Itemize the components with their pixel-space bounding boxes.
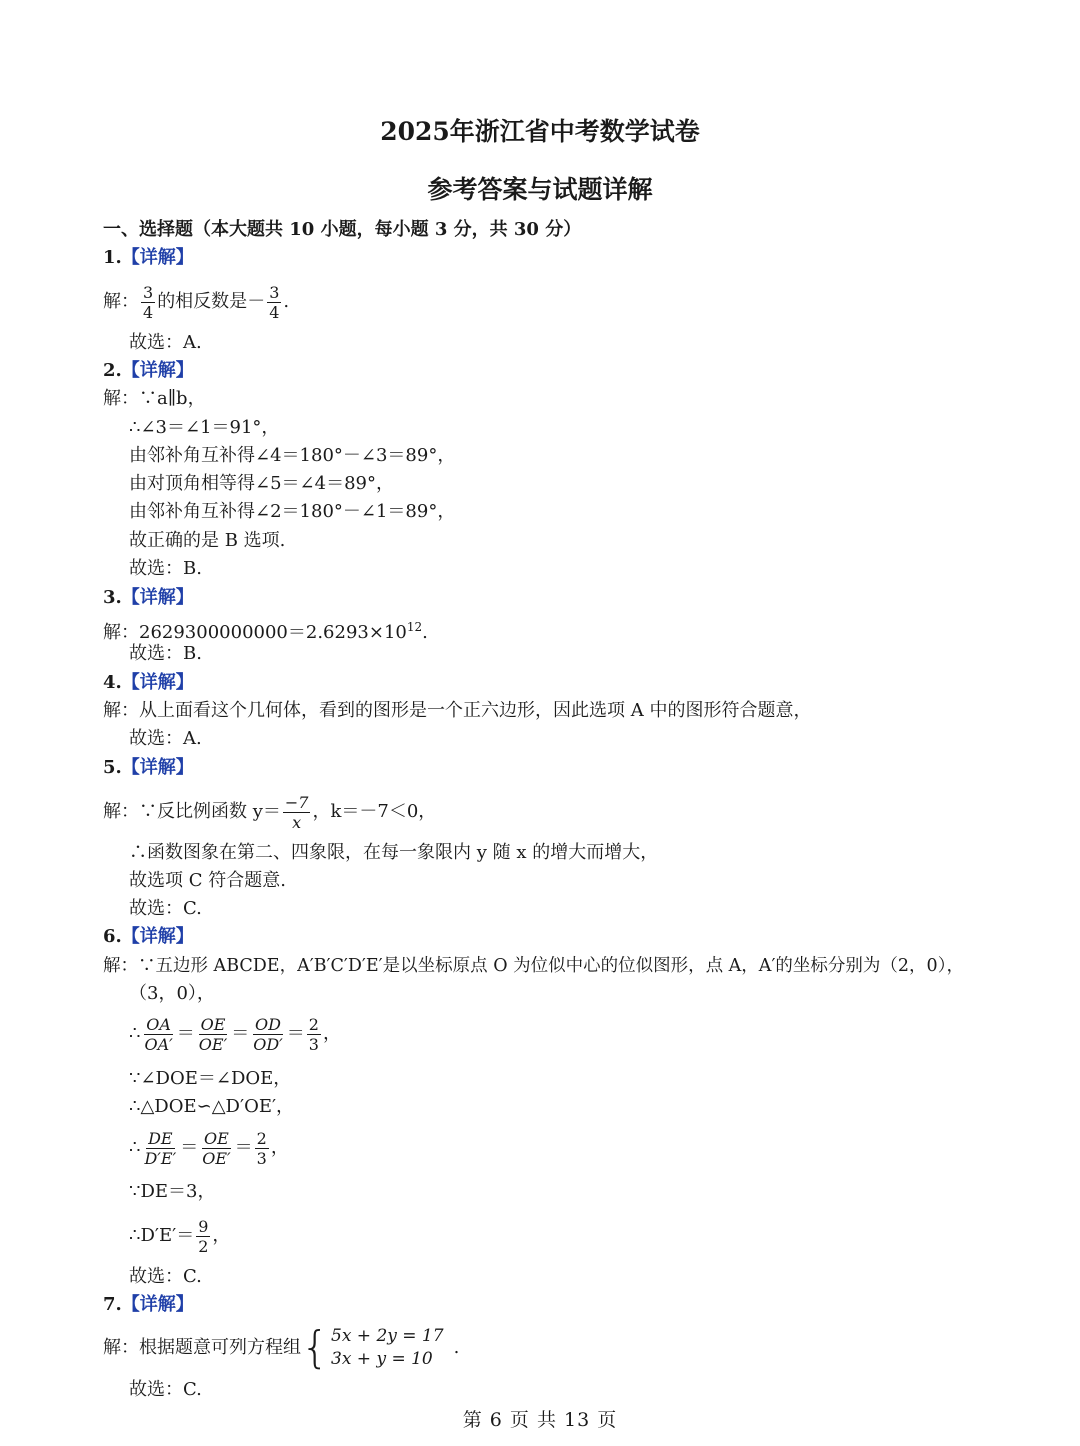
q6-frac-oe2-den: OE′ [202,1148,231,1168]
q1-neg-sign: － [247,291,266,312]
q6-frac-de-num: DE [148,1128,173,1148]
q6-frac-od-den: OD′ [253,1034,283,1054]
q1-fraction [141,283,155,322]
q2-header [103,358,194,384]
q6-eq-3: ＝ [286,1023,305,1044]
q1-solution [103,280,289,324]
q1-number: 1. [103,247,122,268]
q6-eq-5: ＝ [234,1137,253,1158]
q4-number: 4. [103,672,122,693]
q3-choice: 故选：B. [129,643,202,664]
q7-number: 7. [103,1294,122,1315]
q6-line-3: ∵∠DOE＝∠DOE， [129,1068,292,1089]
q3-header [103,585,194,611]
q3-number: 3. [103,587,122,608]
q5-choice: 故选：C. [129,898,202,919]
q6-comma-1: ， [322,1023,341,1044]
q5-number: 5. [103,757,122,778]
q6-frac-od [251,1015,285,1054]
q6-choice: 故选：C. [129,1266,202,1287]
q3-detail-tag: 【详解】 [121,587,194,608]
q1-header [103,245,194,271]
q1-sol-prefix: 解： [103,291,139,312]
q6-therefore-2: ∴ [129,1137,141,1158]
q1-frac-num: 3 [143,282,154,302]
q6-line-6: ∵DE＝3， [129,1181,216,1202]
equation-system [301,1322,444,1373]
q6-frac-ratio-num: 2 [308,1014,319,1034]
q6-frac-oe-num: OE [200,1014,226,1034]
q6-eq-1: ＝ [176,1023,195,1044]
q1-choice: 故选：A. [129,332,202,353]
q5-frac-den: x [292,812,302,832]
q6-frac-ratio2-den: 3 [256,1148,267,1168]
q2-line-5: 由邻补角互补得∠2＝180°－∠1＝89°， [129,501,456,522]
q6-frac-de-den: D′E′ [144,1148,177,1168]
q6-detail-tag: 【详解】 [121,926,194,947]
q6-line7-pre: ∴D′E′＝ [129,1225,195,1246]
q6-frac-ratio2-num: 2 [256,1128,267,1148]
q2-line-4: 由对顶角相等得∠5＝∠4＝89°， [129,473,394,494]
q2-line-3: 由邻补角互补得∠4＝180°－∠3＝89°， [129,445,456,466]
q6-result-fraction [196,1217,210,1256]
q7-solution [103,1324,459,1372]
q1-frac-den: 4 [143,302,154,322]
q5-line-3: 故选项 C 符合题意. [129,870,286,891]
q4-detail-tag: 【详解】 [121,672,194,693]
q6-frac-oe2-num: OE [204,1128,229,1148]
equation-2: 3x + y = 10 [331,1349,433,1369]
q2-number: 2. [103,360,122,381]
document-subtitle: 参考答案与试题详解 [427,175,653,204]
q7-line-pre: 解：根据题意可列方程组 [103,1337,301,1358]
q7-choice: 故选：C. [129,1379,202,1400]
q5-header [103,755,194,781]
q6-result-den: 2 [198,1236,209,1256]
page-footer: 第 6 页 共 13 页 [462,1409,618,1431]
equation-1: 5x + 2y = 17 [331,1326,444,1346]
q2-line-1: 解：∵a∥b， [103,388,206,409]
q5-fraction [283,793,311,832]
q6-header [103,924,194,950]
q6-line-1b: （3，0）， [129,983,215,1004]
q6-result-line [129,1214,230,1258]
q4-header [103,670,194,696]
equation-rows [331,1325,444,1371]
q6-line-1: 解：∵五边形 ABCDE，A′B′C′D′E′是以坐标原点 O 为位似中心的位似图形，点 A，A′的坐标分别为（2，0）， [103,956,964,976]
q6-frac-ratio-den: 3 [308,1034,319,1054]
q7-header [103,1292,194,1318]
q6-therefore-1: ∴ [129,1023,141,1044]
q6-ratio-line [129,1012,341,1056]
q1-end: . [283,291,290,312]
q6-frac-oa [142,1015,174,1054]
q5-frac-num: −7 [284,792,309,812]
q3-line-end: . [422,622,428,643]
q3-line-main: 解：2629300000000＝2.6293×10 [103,622,407,643]
q6-frac-ratio2 [255,1129,269,1168]
q7-detail-tag: 【详解】 [121,1294,194,1315]
q4-line: 解：从上面看这个几何体，看到的图形是一个正六边形，因此选项 A 中的图形符合题意， [103,700,812,721]
q1-detail-tag: 【详解】 [121,247,194,268]
q6-eq-4: ＝ [180,1137,199,1158]
q6-frac-ratio [307,1015,321,1054]
q7-line-end: . [453,1337,460,1358]
q5-line-a: 解：∵反比例函数 y＝ [103,801,281,822]
q1-frac2-den: 4 [269,302,280,322]
q6-comma-3: ， [212,1225,231,1246]
brace-icon: { [301,1322,329,1373]
q5-line-b: ，k＝－7＜0， [312,801,437,822]
q1-fraction-2 [267,283,281,322]
document-title: 2025年浙江省中考数学试卷 [380,117,700,146]
section-heading: 一、选择题（本大题共 10 小题，每小题 3 分，共 30 分） [103,219,582,240]
q6-frac-oe [197,1015,229,1054]
q4-choice: 故选：A. [129,728,202,749]
q5-detail-tag: 【详解】 [121,757,194,778]
q6-result-num: 9 [198,1216,209,1236]
q1-frac2-num: 3 [269,282,280,302]
q6-frac-oa-den: OA′ [144,1034,173,1054]
q1-mid-text: 的相反数是 [157,291,248,312]
q2-detail-tag: 【详解】 [121,360,194,381]
q6-frac-oe2 [200,1129,232,1168]
q6-frac-de [142,1129,178,1168]
q2-choice: 故选：B. [129,558,202,579]
q6-frac-oa-num: OA [146,1014,171,1034]
q6-frac-od-num: OD [255,1014,281,1034]
q2-line-2: ∴∠3＝∠1＝91°， [129,417,280,438]
q5-line-2: ∴函数图象在第二、四象限，在每一象限内 y 随 x 的增大而增大， [129,842,659,863]
q6-frac-oe-den: OE′ [198,1034,228,1054]
q6-line-4: ∴△DOE∽△D′OE′， [129,1096,295,1117]
q2-line-6: 故正确的是 B 选项. [129,530,286,551]
q6-ratio2-line [129,1126,289,1170]
q3-exponent: 12 [406,620,423,634]
q6-comma-2: ， [270,1137,289,1158]
q6-eq-2: ＝ [231,1023,250,1044]
q6-number: 6. [103,926,122,947]
q5-solution [103,790,436,834]
